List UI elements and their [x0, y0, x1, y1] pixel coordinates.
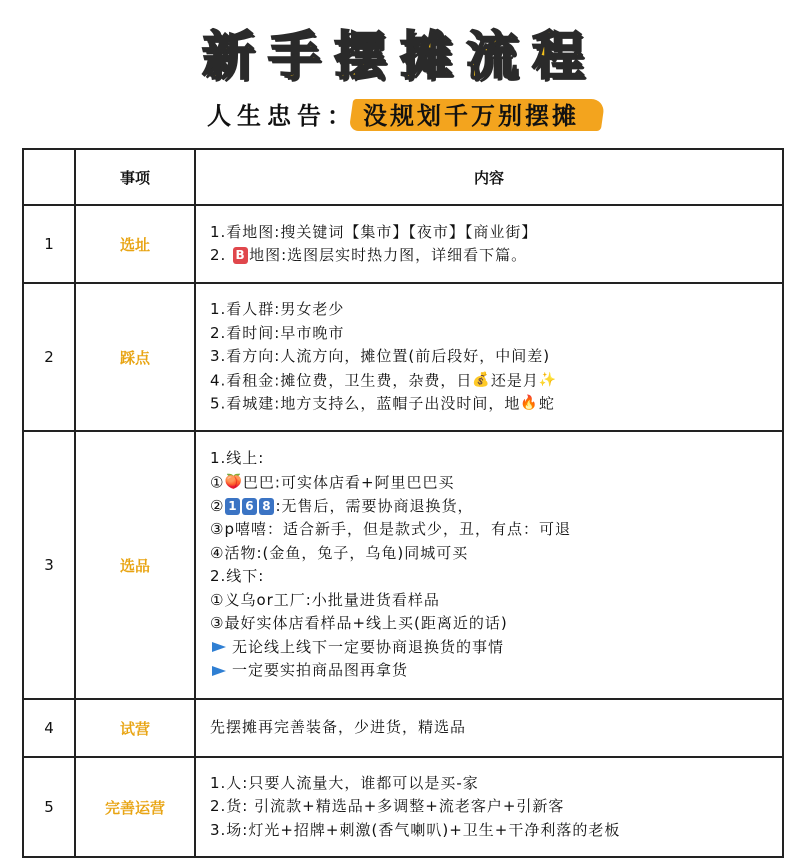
- content-line: [210, 636, 768, 660]
- line-text: 3.场:灯光+招牌+刺激(香气喇叭)+卫生+干净利落的老板: [210, 820, 621, 839]
- row-content: [195, 205, 783, 283]
- content-line: [210, 244, 768, 268]
- row-content: [195, 283, 783, 431]
- line-text: 一定要实拍商品图再拿货: [232, 661, 409, 680]
- content-line: [210, 369, 768, 393]
- line-text: ④活物:(金鱼，兔子，乌龟)同城可买: [210, 543, 469, 562]
- table-row: [23, 757, 783, 857]
- table-body: [23, 205, 783, 857]
- content-line: [210, 612, 768, 636]
- content-line: [210, 471, 768, 495]
- emoji-icon: 💰: [472, 371, 491, 388]
- line-text-mid: 还是月: [490, 370, 539, 389]
- content-line: [210, 298, 768, 322]
- emoji-icon: 🍑: [224, 473, 243, 490]
- table-row: [23, 431, 783, 699]
- row-number: 3: [23, 431, 75, 699]
- arrow-bullet-icon: [212, 642, 226, 652]
- row-item: 试营: [75, 699, 195, 757]
- content-line: [210, 659, 768, 683]
- line-text: 2.看时间:早市晚市: [210, 323, 345, 342]
- content-line: [210, 221, 768, 245]
- line-text: 巴巴:可实体店看+阿里巴巴买: [242, 473, 455, 492]
- content-line: [210, 589, 768, 613]
- line-text: 1.线上:: [210, 449, 265, 468]
- content-line: [210, 565, 768, 589]
- table-row: [23, 283, 783, 431]
- line-text: 3.看方向:人流方向，摊位置(前后段好，中间差): [210, 347, 551, 365]
- content-line: [210, 322, 768, 346]
- column-header-content: 内容: [195, 149, 783, 205]
- schedule-table: [22, 148, 784, 858]
- line-text: 无论线上线下一定要协商退换货的事情: [232, 637, 505, 656]
- row-number: 2: [23, 283, 75, 431]
- line-text: 先摆摊再完善装备，少进货，精选品: [210, 718, 467, 737]
- emoji-icon: ✨: [538, 371, 558, 388]
- content-line: [210, 345, 768, 369]
- row-item: 选品: [75, 431, 195, 699]
- content-line: [210, 392, 768, 416]
- line-text: ①义乌or工厂:小批量进货看样品: [210, 590, 440, 609]
- subtitle-prefix: 人生忠告：: [207, 102, 357, 130]
- row-item: 踩点: [75, 283, 195, 431]
- row-number: 1: [23, 205, 75, 283]
- line-text: 4.看租金:摊位费，卫生费，杂费，日: [210, 370, 473, 389]
- row-content: [195, 431, 783, 699]
- page-title: 新手摆摊流程: [201, 27, 598, 87]
- table-row: [23, 205, 783, 283]
- line-prefix: 2.: [210, 246, 233, 264]
- line-text: ③p嘻嘻：适合新手，但是款式少，丑，有点：可退: [210, 520, 571, 539]
- content-line: [210, 819, 768, 843]
- line-text: :无售后，需要协商退换货，: [275, 496, 474, 515]
- emoji-icon: 🔥: [520, 395, 539, 412]
- content-line: [210, 447, 768, 471]
- line-text-mid: 蛇: [538, 394, 555, 413]
- row-number: 4: [23, 699, 75, 757]
- line-text: 地图:选图层实时热力图，详细看下篇。: [249, 246, 528, 264]
- line-text: 1.看地图:搜关键词【集市】【夜市】【商业街】: [210, 222, 538, 241]
- row-item: 完善运营: [75, 757, 195, 857]
- number-badge-icon: 6: [242, 498, 257, 515]
- subtitle-highlight-text: 没规划千万别摆摊: [363, 102, 579, 130]
- column-header-num: [23, 149, 75, 205]
- content-line: [210, 495, 768, 519]
- content-line: [210, 716, 768, 740]
- number-badge-icon: 8: [259, 498, 274, 515]
- line-prefix: ②: [210, 496, 225, 515]
- row-content: [195, 757, 783, 857]
- subtitle-highlight: [357, 96, 593, 131]
- number-badge-icon: 1: [225, 498, 240, 515]
- column-header-item: 事项: [75, 149, 195, 205]
- line-text: 5.看城建:地方支持么，蓝帽子出没时间，地: [210, 394, 521, 413]
- row-content: [195, 699, 783, 757]
- row-number: 5: [23, 757, 75, 857]
- content-line: [210, 518, 768, 542]
- table-header-row: [23, 149, 783, 205]
- content-line: [210, 795, 768, 819]
- subtitle: [0, 96, 800, 131]
- line-text: 1.人:只要人流量大，谁都可以是买-家: [210, 773, 479, 792]
- arrow-bullet-icon: [212, 666, 226, 676]
- line-text: 1.看人群:男女老少: [210, 300, 345, 318]
- content-line: [210, 772, 768, 796]
- letter-badge-icon: B: [233, 247, 248, 264]
- line-text: 2.货: 引流款+精选品+多调整+流老客户+引新客: [210, 797, 565, 816]
- row-item: 选址: [75, 205, 195, 283]
- line-prefix: ①: [210, 473, 225, 492]
- table-row: [23, 699, 783, 757]
- line-text: ③最好实体店看样品+线上买(距离近的话): [210, 614, 508, 633]
- content-line: [210, 542, 768, 566]
- line-text: 2.线下:: [210, 567, 265, 586]
